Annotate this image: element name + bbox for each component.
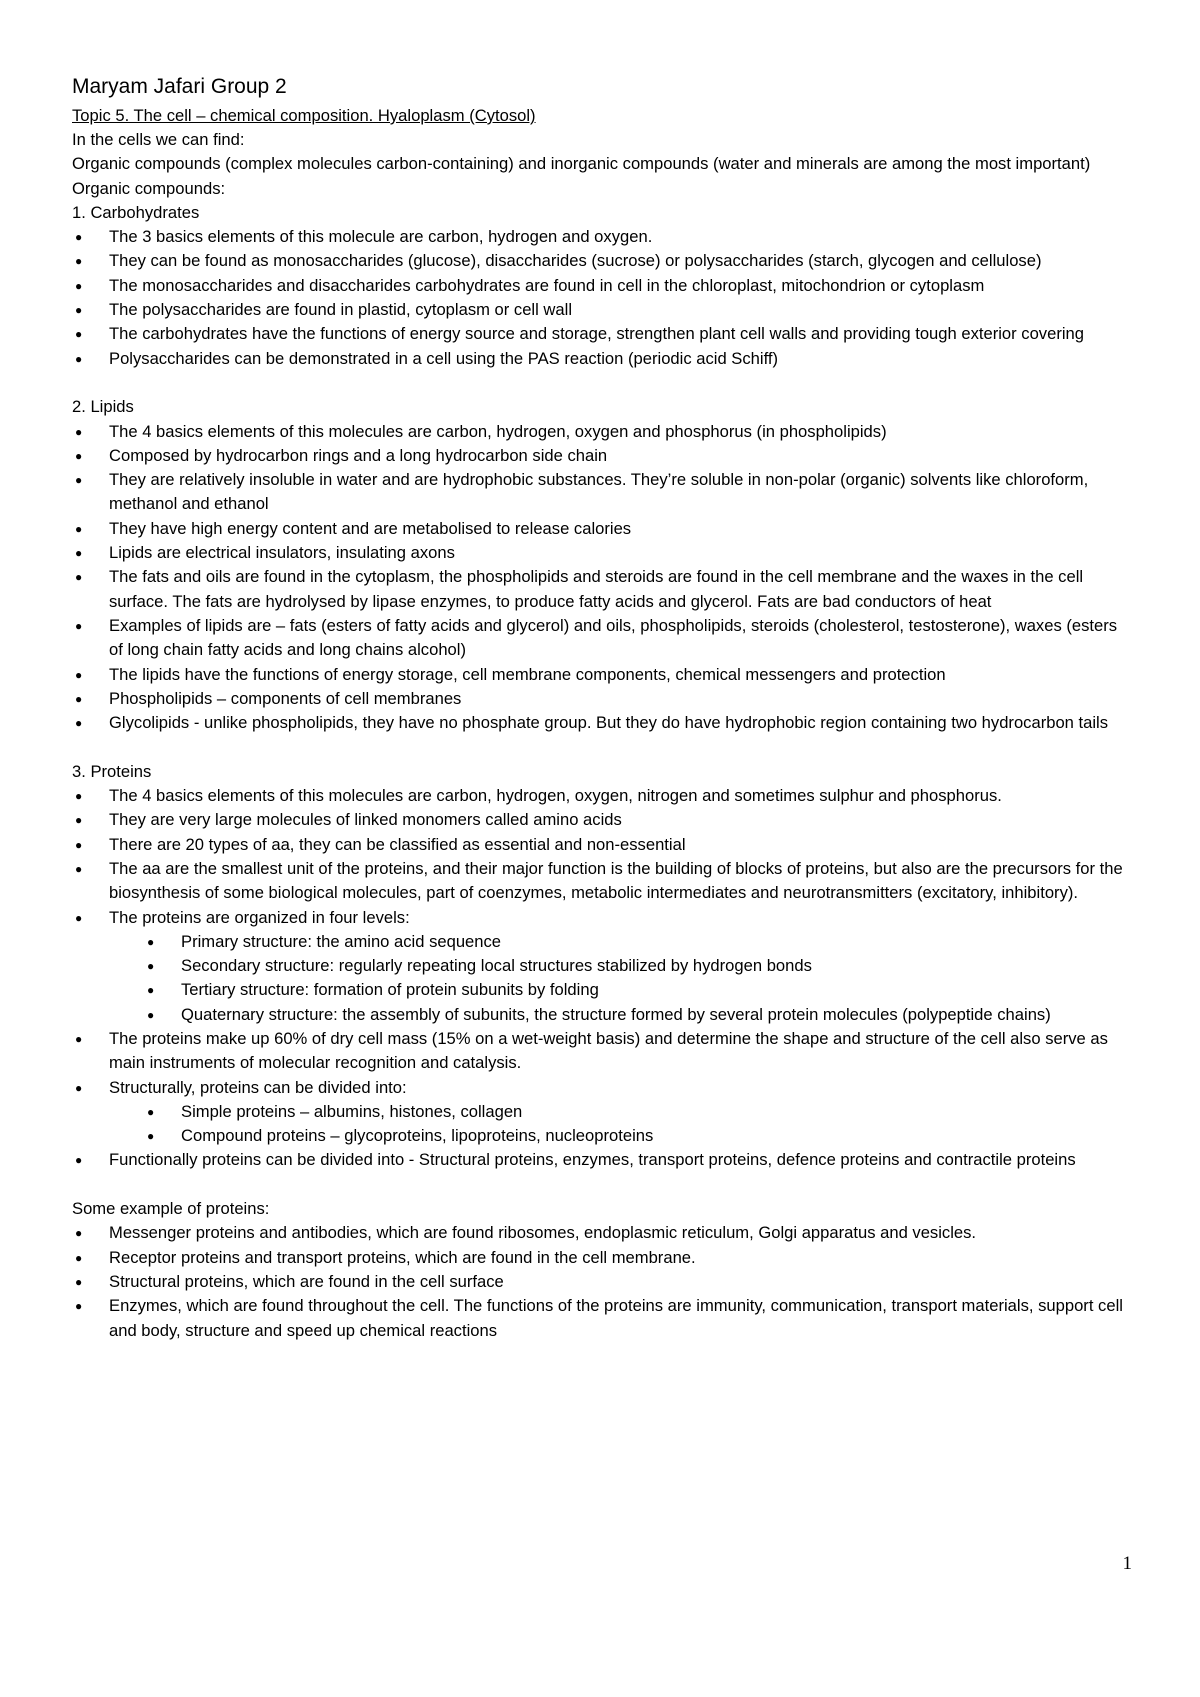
intro-line: Organic compounds (complex molecules carbon-containing) and inorganic compounds (water and minerals are among the most important) bbox=[72, 154, 1091, 174]
spacer bbox=[72, 371, 1132, 395]
list-item: ● Structurally, proteins can be divided into: bbox=[72, 1076, 1132, 1100]
list-item: ● Structural proteins, which are found in the cell surface bbox=[72, 1270, 1132, 1294]
list-item: ● The 4 basics elements of this molecules are carbon, hydrogen, oxygen and phosphorus (in phospholipids) bbox=[72, 420, 1132, 444]
list-item: ● The lipids have the functions of energy storage, cell membrane components, chemical messengers and protection bbox=[72, 663, 1132, 687]
intro-line: In the cells we can find: bbox=[72, 130, 245, 149]
list-item: ● The proteins make up 60% of dry cell mass (15% on a wet-weight basis) and determine the shape and structure of the cell also serve as main instruments of molecular recognition and catalysis. bbox=[72, 1027, 1132, 1076]
examples-list bbox=[72, 1221, 1132, 1342]
proteins-list-continued bbox=[72, 1027, 1132, 1100]
list-item: ● Polysaccharides can be demonstrated in a cell using the PAS reaction (periodic acid Schiff) bbox=[72, 347, 1132, 371]
document-page bbox=[72, 72, 1132, 1343]
list-item: ● The monosaccharides and disaccharides carbohydrates are found in cell in the chloroplast, mitochondrion or cytoplasm bbox=[72, 274, 1132, 298]
author-header: Maryam Jafari Group 2 bbox=[72, 75, 287, 98]
proteins-list-functional bbox=[72, 1148, 1132, 1172]
spacer bbox=[72, 1173, 1132, 1197]
carbohydrates-list bbox=[72, 225, 1132, 371]
topic-title: Topic 5. The cell – chemical composition. Hyaloplasm (Cytosol) bbox=[72, 106, 536, 125]
section-heading-lipids: 2. Lipids bbox=[72, 397, 134, 417]
list-item: ● Examples of lipids are – fats (esters of fatty acids and glycerol) and oils, phospholipids, steroids (cholesterol, testosterone), waxes (esters of long chain fatty acids and long chains alcohol) bbox=[72, 614, 1132, 663]
list-item: ● Composed by hydrocarbon rings and a long hydrocarbon side chain bbox=[72, 444, 1132, 468]
spacer bbox=[72, 735, 1132, 759]
list-item: ● Messenger proteins and antibodies, which are found ribosomes, endoplasmic reticulum, Golgi apparatus and vesicles. bbox=[72, 1221, 1132, 1245]
list-item: ● There are 20 types of aa, they can be classified as essential and non-essential bbox=[72, 833, 1132, 857]
sub-list-item: ● Quaternary structure: the assembly of subunits, the structure formed by several protein molecules (polypeptide chains) bbox=[144, 1003, 1132, 1027]
sub-list-item: ● Simple proteins – albumins, histones, collagen bbox=[144, 1100, 1132, 1124]
list-item: ● They can be found as monosaccharides (glucose), disaccharides (sucrose) or polysaccharides (starch, glycogen and cellulose) bbox=[72, 249, 1132, 273]
list-item: ● The 4 basics elements of this molecules are carbon, hydrogen, oxygen, nitrogen and sometimes sulphur and phosphorus. bbox=[72, 784, 1132, 808]
list-item: ● Enzymes, which are found throughout the cell. The functions of the proteins are immunity, communication, transport materials, support cell and body, structure and speed up chemical reactions bbox=[72, 1294, 1132, 1343]
protein-levels-list bbox=[144, 930, 1132, 1027]
list-item: ● The polysaccharides are found in plastid, cytoplasm or cell wall bbox=[72, 298, 1132, 322]
list-item: ● Phospholipids – components of cell membranes bbox=[72, 687, 1132, 711]
sub-list-item: ● Secondary structure: regularly repeating local structures stabilized by hydrogen bonds bbox=[144, 954, 1132, 978]
list-item: ● They are relatively insoluble in water and are hydrophobic substances. They’re soluble in non-polar (organic) solvents like chloroform, methanol and ethanol bbox=[72, 468, 1132, 517]
protein-structural-list bbox=[144, 1100, 1132, 1149]
list-item: ● The carbohydrates have the functions of energy source and storage, strengthen plant cell walls and providing tough exterior covering bbox=[72, 322, 1132, 346]
section-heading-examples: Some example of proteins: bbox=[72, 1199, 270, 1219]
proteins-list bbox=[72, 784, 1132, 930]
sub-list-item: ● Compound proteins – glycoproteins, lipoproteins, nucleoproteins bbox=[144, 1124, 1132, 1148]
list-item: ● Receptor proteins and transport proteins, which are found in the cell membrane. bbox=[72, 1246, 1132, 1270]
list-item: ● Functionally proteins can be divided into - Structural proteins, enzymes, transport proteins, defence proteins and contractile proteins bbox=[72, 1148, 1132, 1172]
list-item: ● The fats and oils are found in the cytoplasm, the phospholipids and steroids are found in the cell membrane and the waxes in the cell surface. The fats are hydrolysed by lipase enzymes, to produce fatty acids and glycerol. Fats are bad conductors of heat bbox=[72, 565, 1132, 614]
list-item: ● They are very large molecules of linked monomers called amino acids bbox=[72, 808, 1132, 832]
sub-list-item: ● Primary structure: the amino acid sequence bbox=[144, 930, 1132, 954]
list-item: ● The aa are the smallest unit of the proteins, and their major function is the building of blocks of proteins, but also are the precursors for the biosynthesis of some biological molecules, part of coenzymes, metabolic intermediates and neurotransmitters (excitatory, inhibitory). bbox=[72, 857, 1132, 906]
intro-line: Organic compounds: bbox=[72, 178, 226, 198]
list-item: ● They have high energy content and are metabolised to release calories bbox=[72, 517, 1132, 541]
lipids-list bbox=[72, 420, 1132, 736]
list-item: ● The 3 basics elements of this molecule are carbon, hydrogen and oxygen. bbox=[72, 225, 1132, 249]
list-item: ● The proteins are organized in four levels: bbox=[72, 906, 1132, 930]
page-number: 1 bbox=[1122, 1553, 1132, 1574]
section-heading-proteins: 3. Proteins bbox=[72, 761, 152, 781]
sub-list-item: ● Tertiary structure: formation of protein subunits by folding bbox=[144, 978, 1132, 1002]
list-item: ● Glycolipids - unlike phospholipids, they have no phosphate group. But they do have hydrophobic region containing two hydrocarbon tails bbox=[72, 711, 1132, 735]
list-item: ● Lipids are electrical insulators, insulating axons bbox=[72, 541, 1132, 565]
section-heading-carbohydrates: 1. Carbohydrates bbox=[72, 202, 200, 222]
